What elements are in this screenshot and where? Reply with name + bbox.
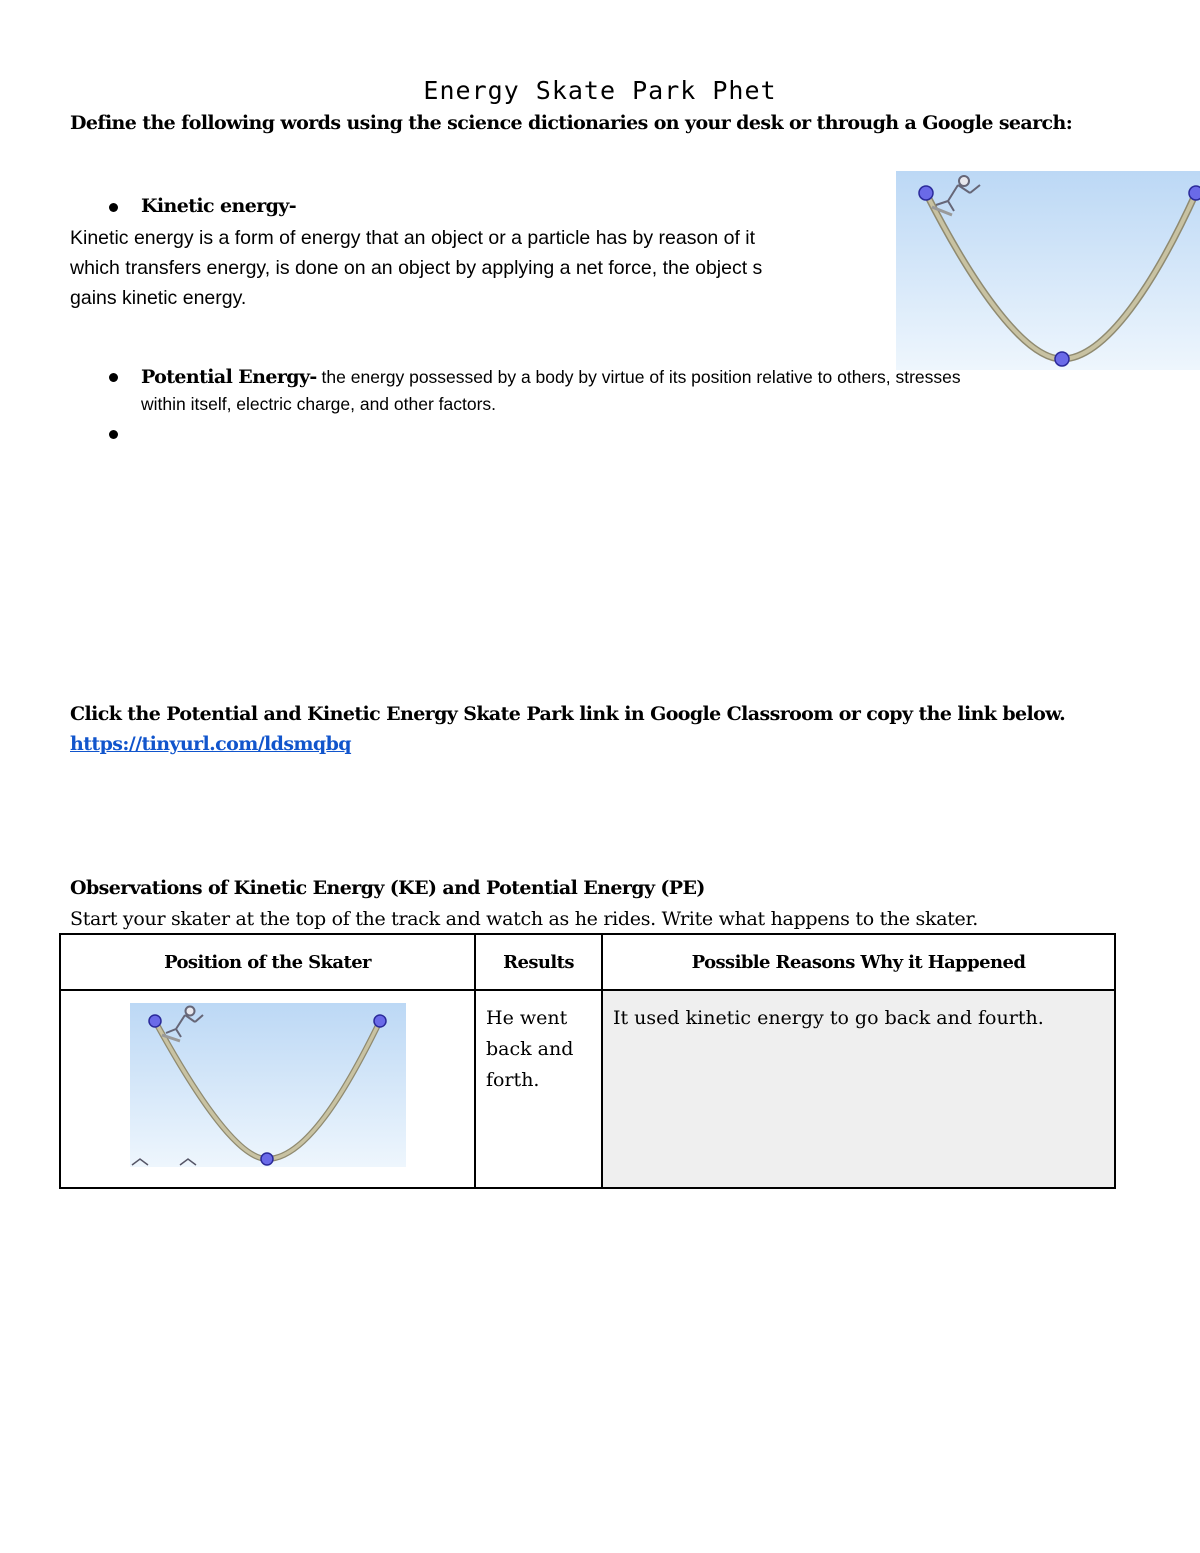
- bullet-kinetic: [109, 203, 118, 212]
- bullet-potential: [109, 373, 118, 382]
- potential-line-1: the energy possessed by a body by virtue of its position relative to others, stresses: [316, 367, 961, 387]
- kinetic-definition: [70, 223, 894, 313]
- kinetic-term: Kinetic energy-: [141, 195, 297, 217]
- table-row: [60, 990, 1115, 1188]
- bullet-empty: [109, 430, 118, 439]
- potential-term: Potential Energy-: [141, 366, 317, 388]
- column-header: Position of the Skater: [60, 934, 475, 990]
- track-node-left: [149, 1015, 161, 1027]
- position-cell: [60, 990, 475, 1188]
- kinetic-line-2: which transfers energy, is done on an object by applying a net force, the object s: [70, 257, 763, 279]
- reason-cell: [602, 990, 1115, 1188]
- observations-prompt: Start your skater at the top of the track and watch as he rides. Write what happens to the skater.: [70, 908, 978, 930]
- skate-park-link[interactable]: https://tinyurl.com/ldsmqbq: [70, 733, 351, 755]
- results-line: back and: [486, 1038, 574, 1060]
- instructions-text: Define the following words using the science dictionaries on your desk or through a Google search:: [70, 112, 1073, 134]
- results-text: [476, 991, 601, 1108]
- track-node-right: [1189, 186, 1200, 200]
- skate-park-image: [896, 171, 1200, 370]
- track-node-right: [374, 1015, 386, 1027]
- observations-heading: Observations of Kinetic Energy (KE) and Potential Energy (PE): [70, 877, 705, 899]
- results-line: He went: [486, 1007, 568, 1029]
- kinetic-line-1: Kinetic energy is a form of energy that an object or a particle has by reason of it: [70, 227, 756, 249]
- track-node-bottom: [1055, 352, 1069, 366]
- reason-text: It used kinetic energy to go back and fourth.: [613, 1007, 1044, 1029]
- column-header: Results: [475, 934, 602, 990]
- link-instruction: Click the Potential and Kinetic Energy Skate Park link in Google Classroom or copy the link below.: [70, 703, 1066, 725]
- skate-park-illustration-small: [130, 1003, 406, 1167]
- results-line: forth.: [486, 1069, 540, 1091]
- observations-table: [59, 933, 1116, 1189]
- track-node-bottom: [261, 1153, 273, 1165]
- track-node-left: [919, 186, 933, 200]
- page-title: Energy Skate Park Phet: [423, 76, 777, 105]
- skate-park-illustration: [896, 171, 1200, 370]
- results-cell: [475, 990, 602, 1188]
- skater-position-image: [130, 1003, 406, 1167]
- column-header: Possible Reasons Why it Happened: [602, 934, 1115, 990]
- potential-line-2: within itself, electric charge, and other factors.: [141, 394, 497, 414]
- kinetic-line-3: gains kinetic energy.: [70, 287, 247, 309]
- potential-definition: [141, 364, 961, 390]
- table-header-row: [60, 934, 1115, 990]
